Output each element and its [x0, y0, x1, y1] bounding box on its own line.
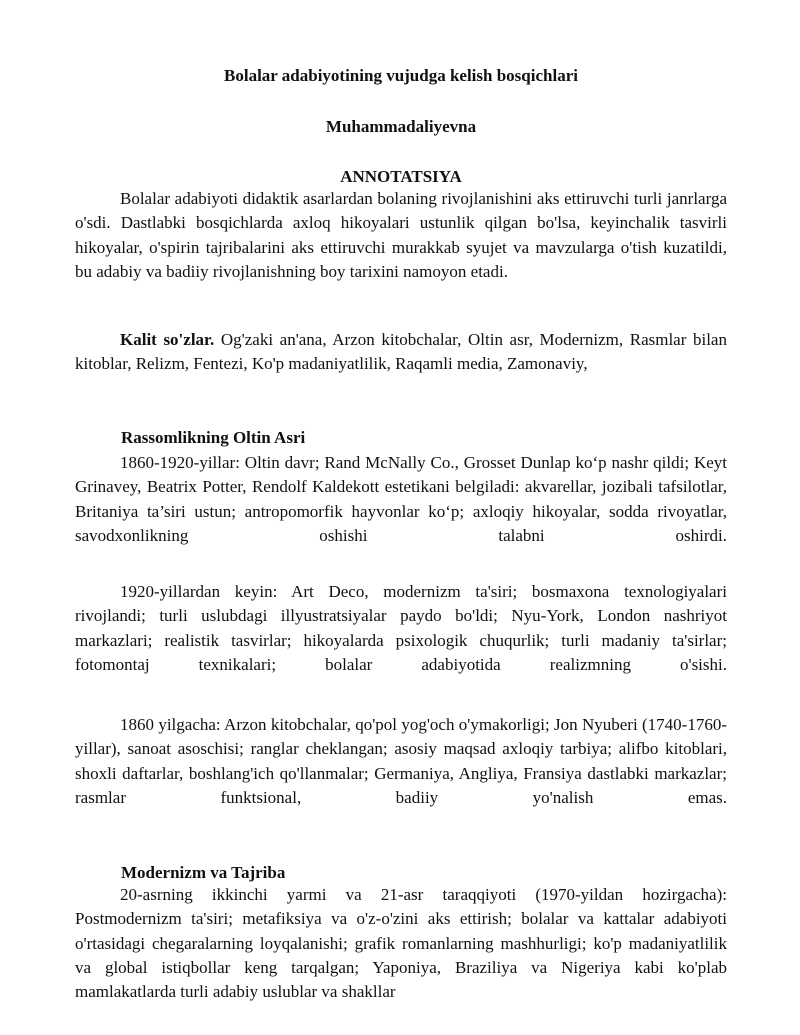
keywords-label: Kalit so'zlar. [120, 330, 215, 349]
author-name: Muhammadaliyevna [325, 117, 477, 136]
golden-age-paragraph-3: 1860 yilgacha: Arzon kitobchalar, qo'pol yog'och o'ymakorligi; Jon Nyuberi (1740-1760-yillar), sanoat asoschisi; ranglar cheklangan; asosiy maqsad axloqiy tarbiya; alifbo kitoblari, shoxli daftarlar, boshlang'ich qo'llanmalar; Germaniya, Angliya, Fransiya dastlabki markazlar; rasmlar funktsional, badiiy yo'nalish emas. [75, 715, 727, 807]
annotation-heading: ANNOTATSIYA [340, 167, 462, 186]
modernism-paragraph: 20-asrning ikkinchi yarmi va 21-asr taraqqiyoti (1970-yildan hozirgacha): Postmodernizm ta'siri; metafiksiya va o'z-o'zini aks ettirish; bolalar va kattalar adabiyoti o'rtasidagi chegaralarning loyqalanishi; grafik romanlarning mashhurligi; ko'p madaniyatlilik va global istiqbollar keng tarqalgan; Yaponiya, Braziliya va Nigeriya kabi ko'plab mamlakatlarda turli adabiy uslublar va shakllar [75, 885, 727, 1002]
golden-age-paragraph-2: 1920-yillardan keyin: Art Deco, modernizm ta'siri; bosmaxona texnologiyalari rivojlandi; turli uslubdagi illyustratsiyalar paydo bo'ldi; Nyu-York, London nashriyot markazlari; realistik tasvirlar; hikoyalarda psixologik chuqurlik; turli madaniy ta'sirlar; fotomontaj texnikalari; bolalar adabiyotida realizmning o'sishi. [75, 582, 727, 674]
section-heading-modernism: Modernizm va Tajriba [121, 863, 286, 882]
golden-age-paragraph-1: 1860-1920-yillar: Oltin davr; Rand McNally Co., Grosset Dunlap ko‘p nashr qildi; Keyt Grinavey, Beatrix Potter, Rendolf Kaldekott estetikani belgiladi: akvarellar, jozibali tafsilotlar, Britaniya ta’siri ustun; antropomorfik hayvonlar ko‘p; axloqiy hikoyalar, sodda rivoyatlar, savodxonlikning oshishi talabni oshirdi. [75, 453, 727, 545]
section-heading-golden-age: Rassomlikning Oltin Asri [121, 428, 306, 447]
annotation-paragraph: Bolalar adabiyoti didaktik asarlardan bolaning rivojlanishini aks ettiruvchi turli janrlarga o'sdi. Dastlabki bosqichlarda axloq hikoyalari ustunlik qilgan bo'lsa, keyinchalik tasvirli hikoyalar, o'spirin tajribalarini aks ettiruvchi murakkab syujet va mavzularga o'tish kuzatildi, bu adabiy va badiiy rivojlanishning boy tarixini namoyon etadi. [75, 189, 727, 281]
keywords-paragraph [75, 328, 727, 377]
document-title: Bolalar adabiyotining vujudga kelish bosqichlari [224, 66, 578, 85]
keywords-list: Og'zaki an'ana, Arzon kitobchalar, Oltin asr, Modernizm, Rasmlar bilan kitoblar, Relizm, Fentezi, Ko'p madaniyatlilik, Raqamli media, Zamonaviy, [75, 330, 727, 374]
